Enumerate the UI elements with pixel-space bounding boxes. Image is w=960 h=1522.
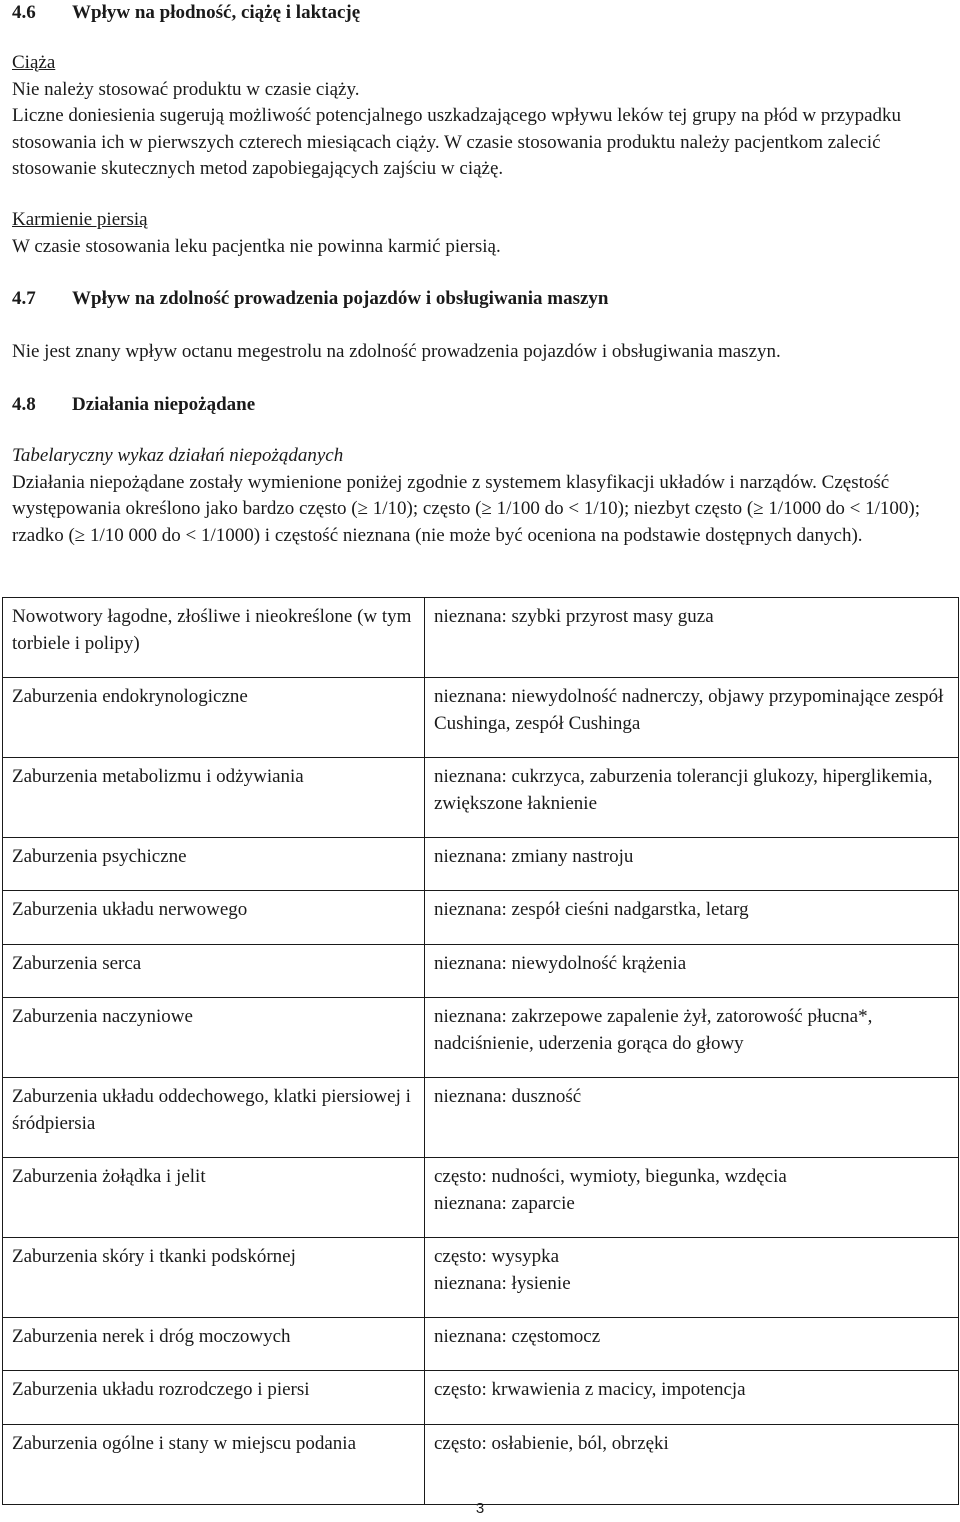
frequency-cell (425, 998, 959, 1078)
driving-block (12, 339, 948, 366)
frequency-cell (425, 1158, 959, 1238)
driving-text: Nie jest znany wpływ octanu megestrolu na zdolność prowadzenia pojazdów i obsługiwania maszyn. (12, 341, 781, 362)
organ-class-label: Zaburzenia ogólne i stany w miejscu podania (12, 1433, 357, 1454)
table-row (3, 1371, 959, 1425)
table-row (3, 1425, 959, 1505)
organ-class-cell (3, 678, 425, 758)
organ-class-label: Zaburzenia układu nerwowego (12, 899, 248, 920)
section-heading-4-6 (12, 0, 360, 26)
table-row (3, 1318, 959, 1371)
organ-class-label: Zaburzenia układu oddechowego, klatki piersiowej i śródpiersia (12, 1086, 411, 1134)
table-row (3, 678, 959, 758)
organ-class-cell (3, 1425, 425, 1505)
organ-class-label: Zaburzenia skóry i tkanki podskórnej (12, 1246, 296, 1267)
organ-class-label: Zaburzenia endokrynologiczne (12, 686, 248, 707)
frequency-cell (425, 838, 959, 891)
breastfeeding-text: W czasie stosowania leku pacjentka nie powinna karmić piersią. (12, 235, 501, 257)
table-row (3, 838, 959, 891)
organ-class-cell (3, 1078, 425, 1158)
organ-class-cell (3, 1158, 425, 1238)
organ-class-cell (3, 1318, 425, 1371)
organ-class-cell (3, 1371, 425, 1425)
table-row (3, 945, 959, 998)
organ-class-label: Zaburzenia nerek i dróg moczowych (12, 1326, 291, 1347)
organ-class-cell (3, 891, 425, 945)
frequency-entry: często: wysypka (434, 1246, 560, 1267)
table-row (3, 1158, 959, 1238)
adverse-effects-table-body (3, 598, 959, 1505)
organ-class-label: Nowotwory łagodne, złośliwe i nieokreślone (w tym torbiele i polipy) (12, 606, 412, 654)
table-row (3, 1078, 959, 1158)
frequency-cell (425, 678, 959, 758)
section-number: 4.7 (12, 288, 36, 309)
frequency-cell (425, 1425, 959, 1505)
pregnancy-line: Nie należy stosować produktu w czasie ciąży. (12, 78, 360, 100)
organ-class-label: Zaburzenia metabolizmu i odżywiania (12, 766, 304, 787)
organ-class-label: Zaburzenia naczyniowe (12, 1006, 193, 1027)
organ-class-label: Zaburzenia żołądka i jelit (12, 1166, 206, 1187)
frequency-entry: często: osłabienie, ból, obrzęki (434, 1433, 669, 1454)
frequency-entry: nieznana: zaparcie (434, 1192, 575, 1214)
section-number: 4.6 (12, 2, 36, 23)
frequency-entry: nieznana: cukrzyca, zaburzenia tolerancji glukozy, hiperglikemia, zwiększone łaknienie (434, 766, 933, 814)
table-row (3, 1238, 959, 1318)
organ-class-label: Zaburzenia serca (12, 953, 142, 974)
section-title: Wpływ na zdolność prowadzenia pojazdów i obsługiwania maszyn (72, 288, 609, 309)
frequency-cell (425, 1238, 959, 1318)
section-heading-4-7 (12, 286, 608, 312)
frequency-entry: nieznana: niewydolność krążenia (434, 953, 687, 974)
section-number: 4.8 (12, 394, 36, 415)
frequency-cell (425, 891, 959, 945)
frequency-cell (425, 758, 959, 838)
table-row (3, 758, 959, 838)
adverse-intro-block (12, 443, 948, 549)
organ-class-label: Zaburzenia układu rozrodczego i piersi (12, 1379, 310, 1400)
table-caption: Tabelaryczny wykaz działań niepożądanych (12, 445, 344, 466)
organ-class-cell (3, 838, 425, 891)
frequency-entry: często: nudności, wymioty, biegunka, wzdęcia (434, 1166, 787, 1187)
organ-class-cell (3, 945, 425, 998)
table-row (3, 891, 959, 945)
frequency-cell (425, 1078, 959, 1158)
table-row (3, 598, 959, 678)
organ-class-cell (3, 998, 425, 1078)
frequency-entry: nieznana: niewydolność nadnerczy, objawy przypominające zespół Cushinga, zespół Cushinga (434, 686, 944, 734)
frequency-entry: nieznana: duszność (434, 1086, 582, 1107)
organ-class-cell (3, 758, 425, 838)
pregnancy-heading: Ciąża (12, 52, 56, 73)
section-heading-4-8 (12, 392, 255, 418)
frequency-cell (425, 1371, 959, 1425)
page-number: 3 (475, 1500, 485, 1517)
pregnancy-block (12, 50, 948, 183)
organ-class-cell (3, 1238, 425, 1318)
organ-class-label: Zaburzenia psychiczne (12, 846, 187, 867)
adverse-effects-table (2, 597, 959, 1505)
frequency-cell (425, 1318, 959, 1371)
frequency-cell (425, 945, 959, 998)
frequency-entry: często: krwawienia z macicy, impotencja (434, 1379, 746, 1400)
organ-class-cell (3, 598, 425, 678)
section-title: Działania niepożądane (72, 394, 256, 415)
breastfeeding-heading: Karmienie piersią (12, 209, 148, 230)
frequency-entry: nieznana: zmiany nastroju (434, 846, 634, 867)
frequency-cell (425, 598, 959, 678)
pregnancy-text: Liczne doniesienia sugerują możliwość potencjalnego uszkadzającego wpływu leków tej grupy na płód w przypadku stosowania ich w pierwszych czterech miesiącach ciąży. W czasie stosowania produktu należy pacjentkom zalecić stosowanie skutecznych metod zapobiegających zajściu w ciążę. (12, 105, 902, 179)
breastfeeding-block (12, 207, 948, 260)
frequency-entry: nieznana: zakrzepowe zapalenie żył, zatorowość płucna*, nadciśnienie, uderzenia gorąca do głowy (434, 1006, 873, 1054)
frequency-entry: nieznana: zespół cieśni nadgarstka, letarg (434, 899, 749, 920)
adverse-intro-text: Działania niepożądane zostały wymienione poniżej zgodnie z systemem klasyfikacji układów i narządów. Częstość występowania określono jako bardzo często (≥ 1/10); często (≥ 1/100 do < 1/10); niezbyt często (≥ 1/1000 do < 1/100); rzadko (≥ 1/10 000 do < 1/1000) i częstość nieznana (nie może być oceniona na podstawie dostępnych danych). (12, 471, 921, 546)
table-row (3, 998, 959, 1078)
frequency-entry: nieznana: szybki przyrost masy guza (434, 606, 714, 627)
frequency-entry: nieznana: częstomocz (434, 1326, 601, 1347)
section-title: Wpływ na płodność, ciążę i laktację (72, 2, 361, 23)
frequency-entry: nieznana: łysienie (434, 1272, 571, 1294)
